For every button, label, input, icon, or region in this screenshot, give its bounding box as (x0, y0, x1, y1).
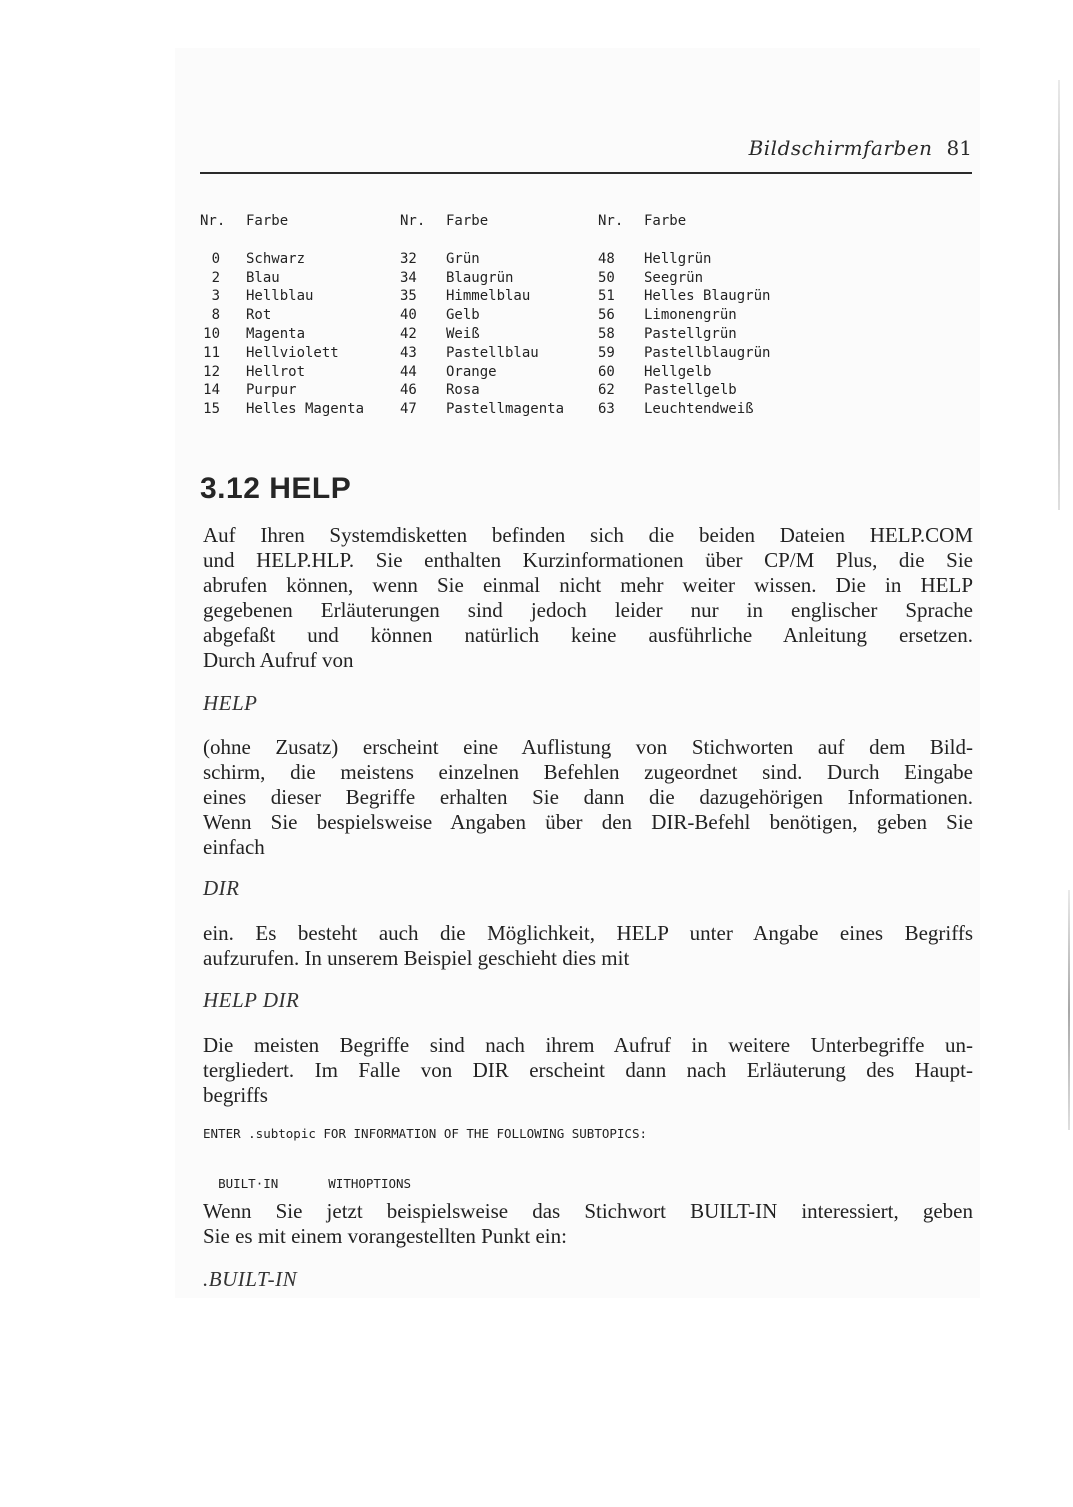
color-table-row (200, 287, 364, 306)
color-table-row (400, 269, 564, 288)
color-number: 58 (598, 325, 615, 342)
color-name: Orange (446, 363, 497, 380)
paragraph-line: abrufen können, wenn Sie einmal nicht mehr weiter wissen. Die in HELP (203, 573, 973, 597)
paragraph-line: Die meisten Begriffe sind nach ihrem Aufruf in weitere Unterbegriffe un- (203, 1033, 973, 1057)
paragraph-line: gegebenen Erläuterungen sind jedoch leider nur in englischer Sprache (203, 598, 973, 622)
color-name: Gelb (446, 307, 480, 324)
color-table-row (200, 250, 364, 269)
color-table-row (598, 325, 770, 344)
color-number: 43 (400, 344, 417, 361)
color-name: Hellviolett (246, 344, 339, 361)
color-name: Helles Magenta (246, 401, 365, 418)
running-head-title: Bildschirmfarben (748, 136, 933, 160)
color-number: 44 (400, 363, 417, 380)
paragraph (203, 921, 973, 971)
color-name: Pastellblau (446, 344, 539, 361)
color-table-row (400, 306, 564, 325)
paragraph-line: einfach (203, 835, 265, 859)
color-name: Blau (246, 269, 280, 286)
color-table-row (598, 250, 770, 269)
color-table-row (200, 269, 364, 288)
paragraph-line: eines dieser Begriffe erhalten Sie dann die dazugehörigen Informationen. (203, 785, 973, 809)
color-name: Helles Blaugrün (644, 288, 771, 305)
color-name: Himmelblau (446, 288, 531, 305)
color-name: Blaugrün (446, 269, 514, 286)
color-name: Hellblau (246, 288, 314, 305)
color-name: Hellrot (246, 363, 306, 380)
color-table-row (400, 400, 564, 419)
color-table-row (598, 287, 770, 306)
paragraph-line: ein. Es besteht auch die Möglichkeit, HELP unter Angabe eines Begriffs (203, 921, 973, 945)
color-table-row (598, 381, 770, 400)
subtopic-builtin: BUILT·IN (218, 1176, 279, 1191)
color-number: 0 (211, 250, 220, 267)
color-table-row (200, 344, 364, 363)
paragraph-line: tergliedert. Im Falle von DIR erscheint dann nach Erläuterung des Haupt- (203, 1058, 973, 1082)
header-nr: Nr. (200, 213, 226, 229)
color-table-row (400, 363, 564, 382)
color-number: 14 (203, 382, 220, 399)
scan-edge-artifact (1058, 80, 1060, 510)
color-name: Schwarz (246, 250, 306, 267)
color-name: Hellgrün (644, 250, 712, 267)
command-example-builtin: .BUILT-IN (203, 1267, 298, 1291)
color-table-row (200, 325, 364, 344)
color-table-header (598, 212, 770, 231)
color-name: Rot (246, 307, 272, 324)
color-number: 2 (211, 269, 220, 286)
color-table-row (200, 381, 364, 400)
color-table-row (598, 363, 770, 382)
color-name: Magenta (246, 325, 306, 342)
color-table-row (200, 400, 364, 419)
header-rule (200, 172, 972, 174)
paragraph-line: Wenn Sie bespielsweise Angaben über den DIR-Befehl benötigen, geben Sie (203, 810, 973, 834)
paragraph (203, 735, 973, 860)
color-number: 59 (598, 344, 615, 361)
color-number: 34 (400, 269, 417, 286)
color-name: Pastellgrün (644, 325, 737, 342)
paragraph-line: Wenn Sie jetzt beispielsweise das Stichwort BUILT-IN interessiert, geben (203, 1199, 973, 1223)
header-farbe: Farbe (446, 213, 489, 229)
page-number: 81 (946, 136, 972, 160)
paragraph (203, 1033, 973, 1108)
paragraph-line: aufzurufen. In unserem Beispiel geschieht dies mit (203, 946, 630, 970)
color-table-column (598, 212, 770, 419)
paragraph-line: und HELP.HLP. Sie enthalten Kurzinformationen über CP/M Plus, die Sie (203, 548, 973, 572)
color-name: Leuchtendweiß (644, 401, 754, 418)
color-table-row (400, 287, 564, 306)
header-farbe: Farbe (246, 213, 289, 229)
color-table-header (400, 212, 564, 231)
color-number: 50 (598, 269, 615, 286)
running-head (600, 136, 972, 160)
color-name: Purpur (246, 382, 297, 399)
color-table-row (598, 400, 770, 419)
color-table-header (200, 212, 364, 231)
screen-output-enter-line: ENTER .subtopic FOR INFORMATION OF THE FOLLOWING SUBTOPICS: (203, 1126, 648, 1141)
color-name: Pastellmagenta (446, 401, 565, 418)
screen-output-subtopics (203, 1161, 411, 1191)
paragraph-line: begriffs (203, 1083, 268, 1107)
color-number: 3 (211, 288, 220, 305)
section-title: 3.12 HELP (200, 472, 352, 505)
color-name: Grün (446, 250, 480, 267)
color-table-column (200, 212, 364, 419)
paragraph (203, 523, 973, 673)
color-number: 32 (400, 250, 417, 267)
color-number: 46 (400, 382, 417, 399)
command-example-dir: DIR (203, 876, 240, 900)
paragraph-line: Sie es mit einem vorangestellten Punkt ein: (203, 1224, 567, 1248)
scan-edge-artifact (1068, 890, 1070, 1130)
color-name: Rosa (446, 382, 480, 399)
color-number: 11 (203, 344, 220, 361)
paragraph-line: Durch Aufruf von (203, 648, 354, 672)
color-number: 40 (400, 307, 417, 324)
color-table-row (598, 306, 770, 325)
command-example-help: HELP (203, 691, 258, 715)
command-example-help-dir: HELP DIR (203, 988, 300, 1012)
color-table-row (400, 344, 564, 363)
color-table-row (400, 325, 564, 344)
header-farbe: Farbe (644, 213, 687, 229)
color-number: 51 (598, 288, 615, 305)
color-number: 62 (598, 382, 615, 399)
color-number: 15 (203, 401, 220, 418)
color-number: 42 (400, 325, 417, 342)
color-number: 60 (598, 363, 615, 380)
color-number: 48 (598, 250, 615, 267)
header-nr: Nr. (598, 213, 624, 229)
color-number: 56 (598, 307, 615, 324)
color-number: 47 (400, 401, 417, 418)
color-table-row (200, 306, 364, 325)
color-number: 8 (211, 307, 220, 324)
header-nr: Nr. (400, 213, 426, 229)
color-name: Pastellgelb (644, 382, 737, 399)
color-name: Seegrün (644, 269, 704, 286)
color-name: Pastellblaugrün (644, 344, 771, 361)
color-table-row (400, 381, 564, 400)
color-number: 63 (598, 401, 615, 418)
color-name: Weiß (446, 325, 480, 342)
color-name: Limonengrün (644, 307, 737, 324)
color-table-row (598, 269, 770, 288)
color-table-row (200, 363, 364, 382)
color-number: 10 (203, 325, 220, 342)
color-number: 35 (400, 288, 417, 305)
paragraph-line: abgefaßt und können natürlich keine ausführliche Anleitung ersetzen. (203, 623, 973, 647)
paragraph-line: Auf Ihren Systemdisketten befinden sich die beiden Dateien HELP.COM (203, 523, 973, 547)
color-table-column (400, 212, 564, 419)
paragraph-line: schirm, die meistens einzelnen Befehlen zugeordnet sind. Durch Eingabe (203, 760, 973, 784)
paragraph (203, 1199, 973, 1249)
subtopic-withoptions: WITHOPTIONS (328, 1176, 412, 1191)
paragraph-line: (ohne Zusatz) erscheint eine Auflistung von Stichworten auf dem Bild- (203, 735, 973, 759)
color-table-row (598, 344, 770, 363)
color-number: 12 (203, 363, 220, 380)
color-table-row (400, 250, 564, 269)
color-name: Hellgelb (644, 363, 712, 380)
